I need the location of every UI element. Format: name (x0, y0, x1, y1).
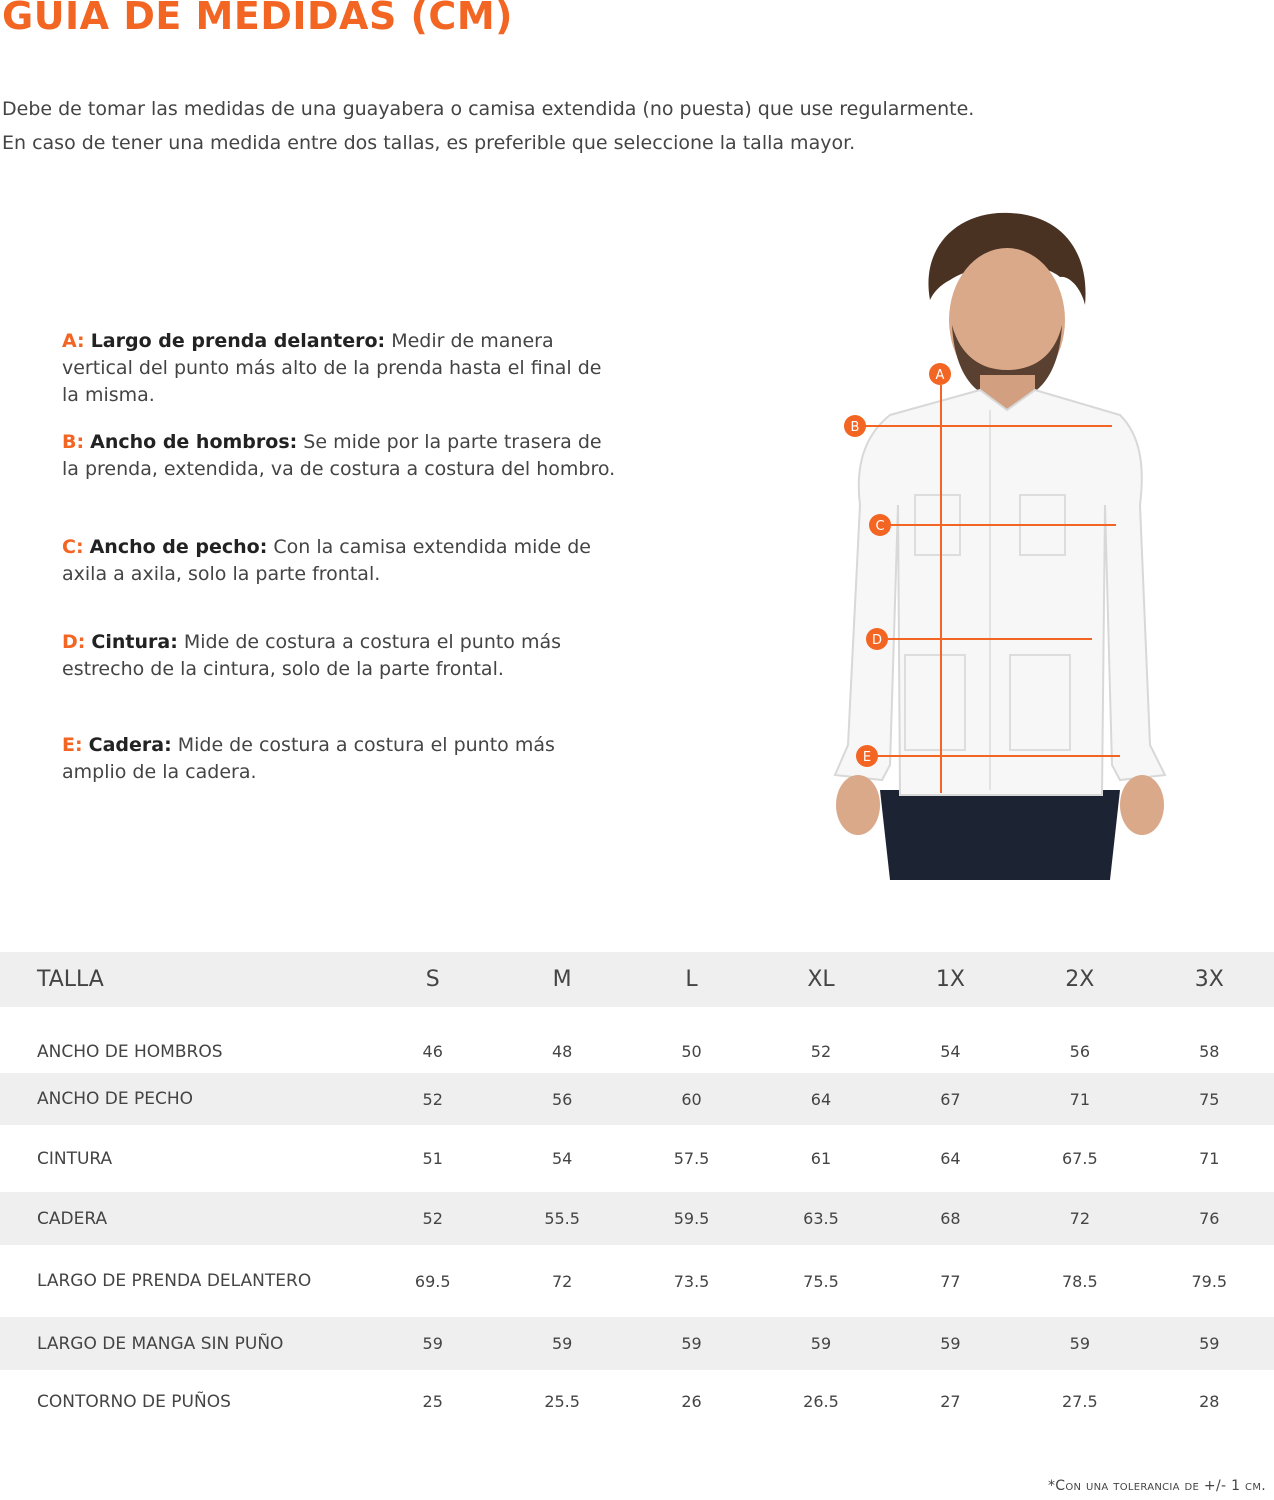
cell: 78.5 (1062, 1271, 1098, 1291)
cell: 51 (422, 1149, 443, 1168)
cell: 64 (940, 1149, 961, 1168)
size-table-container (0, 952, 1274, 1433)
header-size: XL (807, 967, 835, 992)
marker-c (869, 514, 891, 536)
cell: 67.5 (1062, 1149, 1098, 1168)
cell: 63.5 (803, 1209, 839, 1228)
header-size: S (425, 967, 440, 992)
cell: 58 (1199, 1042, 1220, 1061)
model-pants (880, 790, 1120, 880)
definition-d: D: Cintura: Mide de costura a costura el punto más estrecho de la cintura, solo de la parte frontal. (62, 631, 562, 680)
cell: 59 (681, 1334, 702, 1353)
page-title: GUIA DE MEDIDAS (CM) (2, 0, 513, 38)
cell: 46 (422, 1042, 443, 1061)
cell: 50 (681, 1042, 702, 1061)
row-label: LARGO DE PRENDA DELANTERO (37, 1271, 312, 1291)
row-label: ANCHO DE PECHO (37, 1089, 194, 1109)
cell: 75 (1199, 1089, 1220, 1109)
intro-line-2: En caso de tener una medida entre dos tallas, es preferible que seleccione la talla mayor. (2, 132, 856, 154)
intro-line-1: Debe de tomar las medidas de una guayabera o camisa extendida (no puesta) que use regularmente. (2, 98, 975, 120)
cell: 55.5 (544, 1209, 580, 1228)
cell: 59 (1069, 1334, 1090, 1353)
cell: 25 (422, 1392, 443, 1411)
cell: 64 (810, 1089, 832, 1109)
cell: 76 (1199, 1209, 1220, 1228)
size-table (0, 952, 1274, 1433)
cell: 26 (681, 1392, 702, 1411)
tolerance-footnote: *Con una tolerancia de +/- 1 cm. (1047, 1478, 1266, 1494)
row-label: ANCHO DE HOMBROS (37, 1041, 223, 1062)
definition-e: E: Cadera: Mide de costura a costura el punto más amplio de la cadera. (62, 734, 555, 783)
svg-text:B: B (850, 420, 860, 435)
cell: 68 (940, 1209, 961, 1228)
table-row (0, 1073, 1274, 1125)
row-label: CONTORNO DE PUÑOS (37, 1391, 231, 1412)
cell: 27 (940, 1392, 961, 1411)
header-size: 1X (935, 967, 965, 992)
cell: 25.5 (544, 1392, 580, 1411)
cell: 59 (1199, 1334, 1220, 1353)
cell: 67 (940, 1089, 961, 1109)
svg-text:C: C (875, 519, 885, 534)
svg-text:E: E (862, 750, 872, 765)
model-left-hand (836, 775, 880, 835)
cell: 27.5 (1062, 1392, 1098, 1411)
cell: 57.5 (673, 1149, 710, 1168)
table-row (0, 1125, 1274, 1192)
model-shirt (835, 390, 1165, 795)
marker-d (866, 628, 888, 650)
cell: 59.5 (673, 1209, 710, 1228)
cell: 71 (1069, 1089, 1090, 1109)
cell: 56 (551, 1089, 573, 1109)
cell: 59 (940, 1334, 961, 1353)
header-size: 2X (1065, 967, 1095, 992)
size-table-header-row (0, 952, 1274, 1007)
svg-text:A: A (935, 368, 945, 383)
cell: 60 (681, 1089, 702, 1109)
cell: 28 (1199, 1392, 1220, 1411)
cell: 54 (551, 1149, 573, 1168)
header-size: L (685, 967, 698, 992)
definition-b: B: Ancho de hombros: Se mide por la parte trasera de la prenda, extendida, va de costura a costura del hombro. (62, 431, 616, 480)
row-label: LARGO DE MANGA SIN PUÑO (37, 1333, 284, 1354)
model-right-hand (1120, 775, 1164, 835)
cell: 48 (551, 1042, 573, 1061)
cell: 59 (422, 1334, 443, 1353)
marker-b (844, 415, 866, 437)
marker-a (929, 363, 951, 385)
row-label: CADERA (37, 1208, 108, 1229)
cell: 52 (422, 1209, 443, 1228)
cell: 73.5 (673, 1271, 710, 1291)
cell: 52 (422, 1089, 443, 1109)
cell: 59 (810, 1334, 832, 1353)
header-size: M (552, 967, 572, 992)
marker-e (856, 745, 878, 767)
header-talla: TALLA (37, 967, 104, 992)
cell: 56 (1069, 1042, 1090, 1061)
cell: 59 (551, 1334, 573, 1353)
cell: 61 (810, 1149, 832, 1168)
shirt-model-figure (820, 205, 1180, 880)
cell: 69.5 (414, 1271, 451, 1291)
header-size: 3X (1194, 967, 1224, 992)
table-row (0, 1192, 1274, 1245)
cell: 71 (1199, 1149, 1220, 1168)
intro-text (2, 92, 974, 160)
definition-c: C: Ancho de pecho: Con la camisa extendida mide de axila a axila, solo la parte frontal. (62, 536, 591, 585)
table-row (0, 1245, 1274, 1317)
cell: 52 (810, 1042, 832, 1061)
table-row (0, 1317, 1274, 1370)
table-row (0, 1007, 1274, 1073)
cell: 77 (940, 1271, 961, 1291)
cell: 75.5 (803, 1271, 839, 1291)
cell: 72 (1069, 1209, 1090, 1228)
cell: 79.5 (1191, 1271, 1228, 1291)
svg-text:D: D (871, 633, 883, 648)
definition-a: A: Largo de prenda delantero: Medir de manera vertical del punto más alto de la prenda hasta el final de la misma. (62, 330, 602, 406)
table-row (0, 1370, 1274, 1433)
row-label: CINTURA (37, 1148, 113, 1169)
cell: 54 (940, 1042, 961, 1061)
cell: 26.5 (803, 1392, 839, 1411)
cell: 72 (551, 1271, 573, 1291)
